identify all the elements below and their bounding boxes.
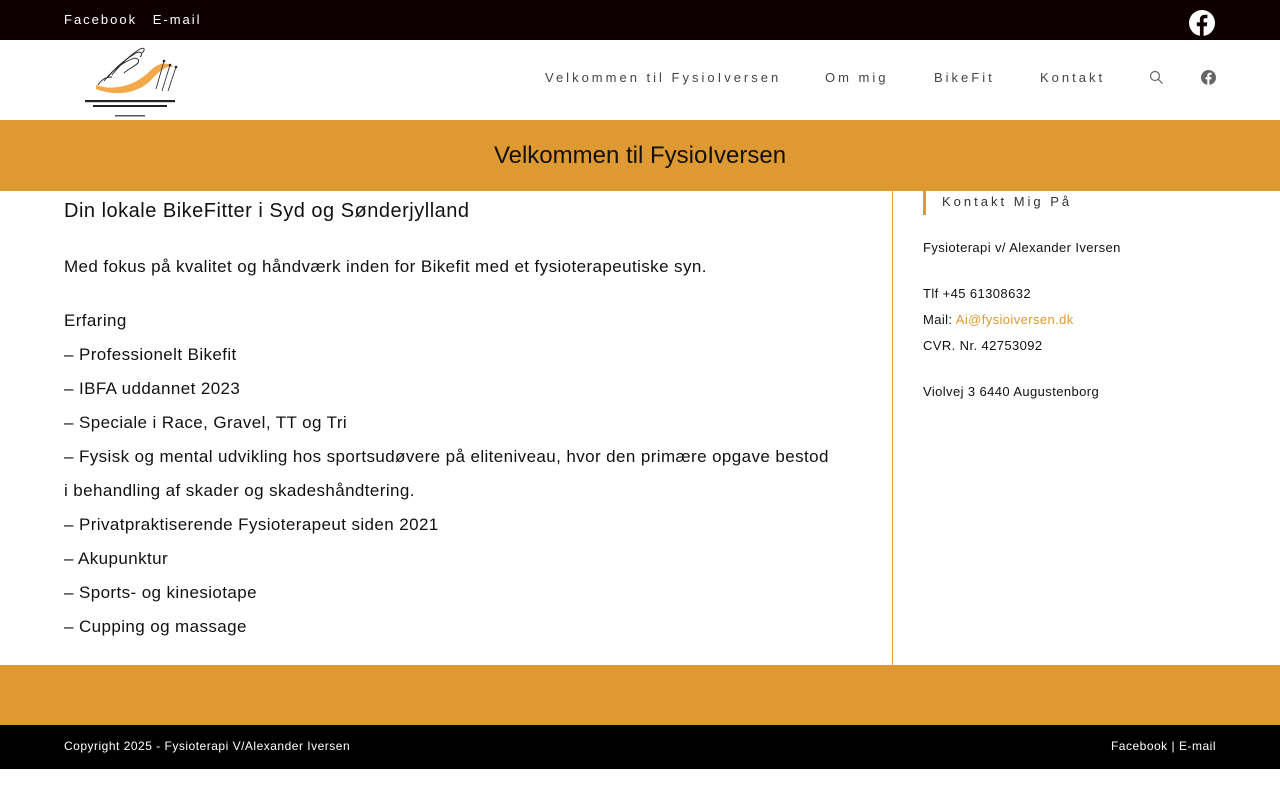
sidebar-phone: Tlf +45 61308632 <box>923 286 1031 301</box>
mail-link[interactable]: Ai@fysioiversen.dk <box>955 312 1074 327</box>
copyright-text: Copyright 2025 - Fysioterapi V/Alexander Iversen <box>64 739 351 753</box>
footer-bottom <box>0 725 1280 769</box>
footer-facebook-link[interactable]: Facebook <box>1110 739 1168 753</box>
footer-links <box>1111 739 1216 753</box>
experience-item: – Speciale i Race, Gravel, TT og Tri <box>64 413 348 432</box>
sidebar-mail <box>923 312 1074 327</box>
experience-item: – IBFA uddannet 2023 <box>64 379 241 398</box>
facebook-icon[interactable] <box>1201 70 1216 85</box>
sidebar-cvr: CVR. Nr. 42753092 <box>923 338 1043 353</box>
experience-item: – Sports- og kinesiotape <box>64 583 257 602</box>
search-icon[interactable] <box>1149 70 1164 85</box>
top-bar-links <box>64 12 212 27</box>
footer-widget-area <box>0 665 1280 725</box>
sidebar-address: Violvej 3 6440 Augustenborg <box>923 384 1100 399</box>
mail-label: Mail: <box>923 312 956 327</box>
experience-item: – Privatpraktiserende Fysioterapeut siden 2021 <box>64 515 439 534</box>
experience-item: – Professionelt Bikefit <box>64 345 237 364</box>
content-heading: Din lokale BikeFitter i Syd og Sønderjylland <box>64 200 470 222</box>
top-bar <box>0 0 1280 40</box>
footer-separator: | <box>1171 739 1176 753</box>
content-sidebar-divider <box>892 191 893 665</box>
experience-item: i behandling af skader og skadeshåndtering. <box>64 481 415 500</box>
page-title-band <box>0 120 1280 191</box>
site-logo[interactable] <box>84 41 184 119</box>
sidebar-title: Kontakt Mig På <box>923 191 1072 215</box>
topbar-email-link[interactable]: E-mail <box>152 12 202 27</box>
nav-velkommen[interactable]: Velkommen til FysioIversen <box>545 70 782 85</box>
experience-item: – Fysisk og mental udvikling hos sportsudøvere på eliteniveau, hvor den primære opgave bestod <box>64 447 829 466</box>
experience-item: – Cupping og massage <box>64 617 247 636</box>
nav-bikefit[interactable]: BikeFit <box>934 70 995 85</box>
page-title: Velkommen til FysioIversen <box>493 142 787 169</box>
experience-title: Erfaring <box>64 311 127 330</box>
site-header <box>0 40 1280 120</box>
intro-text: Med fokus på kvalitet og håndværk inden for Bikefit med et fysioterapeutiske syn. <box>64 257 707 276</box>
sidebar-name: Fysioterapi v/ Alexander Iversen <box>923 240 1121 255</box>
topbar-facebook-link[interactable]: Facebook <box>64 12 138 27</box>
experience-item: – Akupunktur <box>64 549 169 568</box>
facebook-icon[interactable] <box>1189 10 1215 36</box>
nav-om-mig[interactable]: Om mig <box>825 70 889 85</box>
footer-email-link[interactable]: E-mail <box>1178 739 1216 753</box>
nav-kontakt[interactable]: Kontakt <box>1040 70 1106 85</box>
